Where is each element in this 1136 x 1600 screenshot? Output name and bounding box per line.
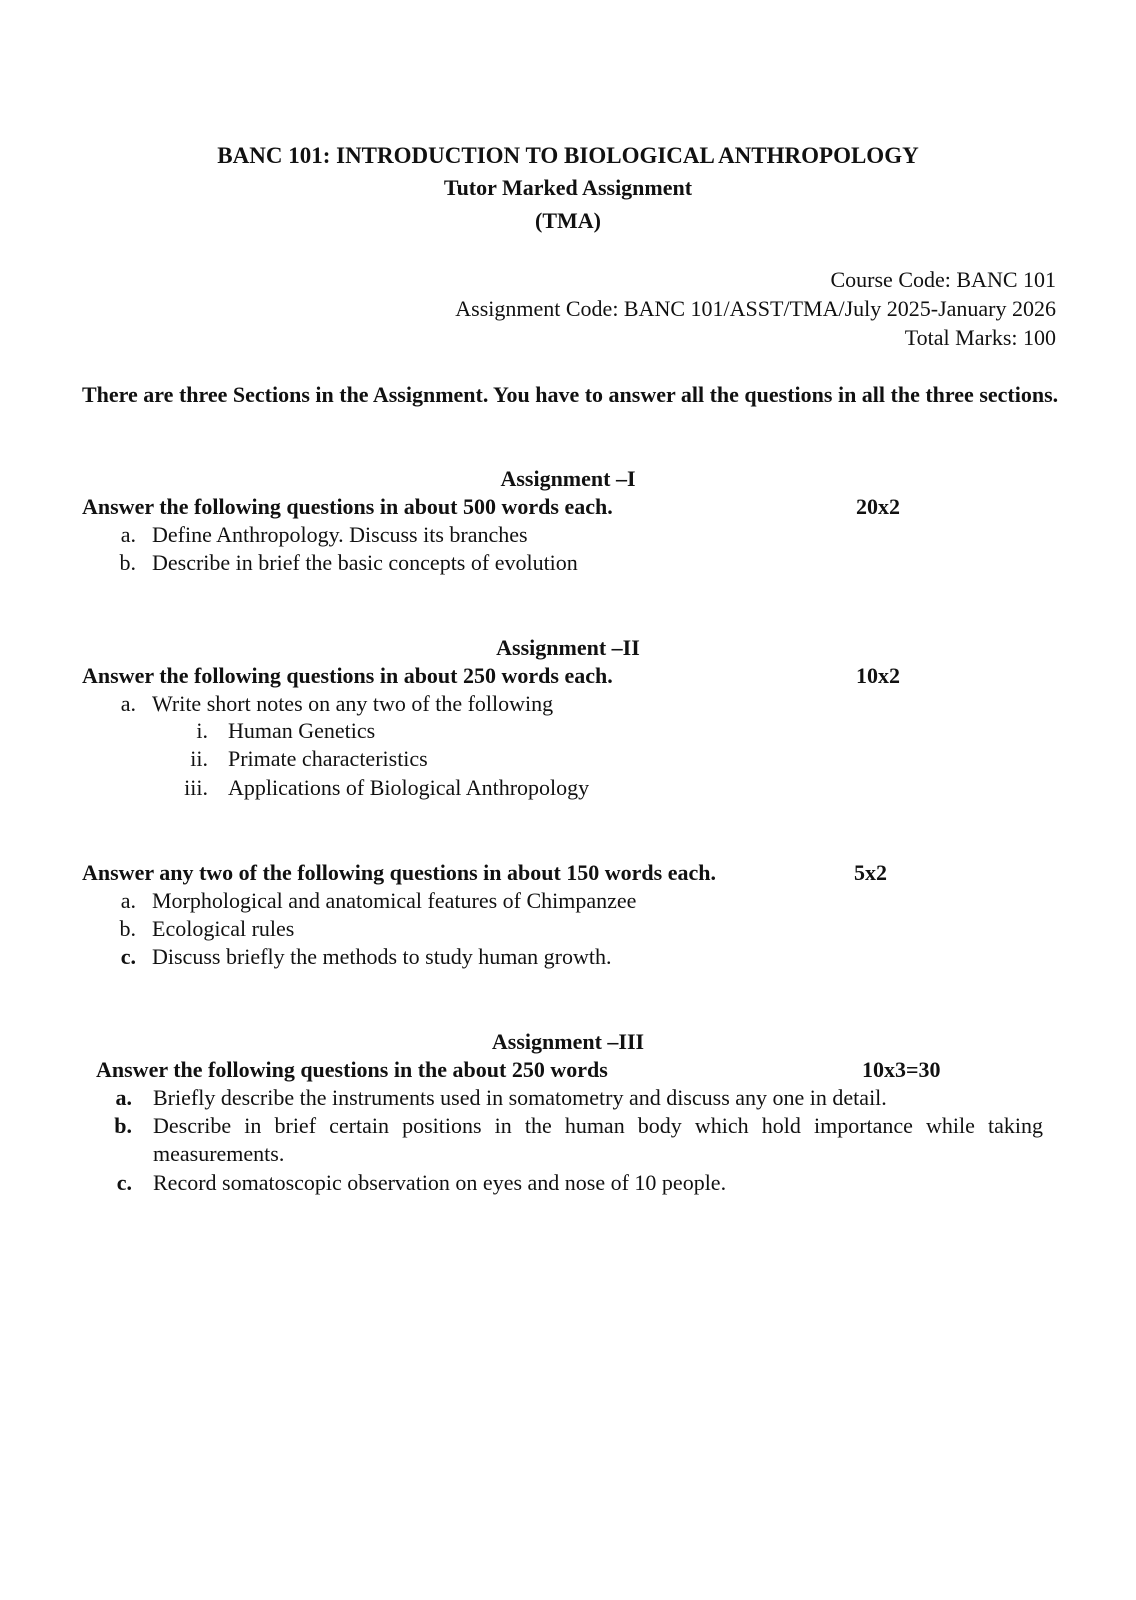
item-label: b. (114, 1113, 132, 1138)
list-item (116, 915, 294, 943)
item-label: i. (196, 718, 208, 743)
item-label: c. (116, 1170, 132, 1195)
list-item (116, 943, 612, 971)
sub-list-item (170, 774, 589, 802)
assignment-2-instruction: Answer the following questions in about 250 words each. (82, 663, 613, 688)
document-subtitle: Tutor Marked Assignment (443, 175, 693, 200)
item-text: Briefly describe the instruments used in somatometry and discuss any one in detail. (153, 1085, 887, 1110)
assignment-2-marks: 10x2 (856, 663, 900, 688)
assignment-1-instruction: Answer the following questions in about 500 words each. (82, 494, 613, 519)
item-text: Write short notes on any two of the following (152, 691, 554, 716)
item-label: a. (120, 522, 136, 547)
item-text: Describe in brief the basic concepts of evolution (152, 550, 578, 575)
item-text: Describe in brief certain positions in the human body which hold importance while taking measurements. (153, 1113, 1043, 1166)
item-text: Applications of Biological Anthropology (228, 775, 590, 800)
item-label: a. (115, 1085, 132, 1110)
item-text: Primate characteristics (228, 746, 428, 771)
item-label: a. (120, 691, 136, 716)
item-text: Define Anthropology. Discuss its branches (152, 522, 528, 547)
item-text: Ecological rules (152, 916, 295, 941)
total-marks: Total Marks: 100 (904, 325, 1056, 350)
item-text: Human Genetics (228, 718, 376, 743)
list-item (116, 549, 578, 577)
list-item (116, 887, 636, 915)
sub-list-item (170, 717, 375, 745)
item-label: ii. (190, 746, 208, 771)
assignment-3-heading: Assignment –III (491, 1029, 645, 1054)
assignment-2-heading: Assignment –II (496, 635, 640, 660)
intro-paragraph: There are three Sections in the Assignment. You have to answer all the questions in all the three sections. (82, 382, 1059, 407)
assignment-3-instruction: Answer the following questions in the about 250 words (96, 1057, 608, 1082)
assignment-2-part2-instruction: Answer any two of the following questions in about 150 words each. (82, 860, 716, 885)
item-label: iii. (184, 775, 208, 800)
item-label: b. (119, 550, 136, 575)
list-item (116, 690, 553, 718)
item-text: Discuss briefly the methods to study human growth. (152, 944, 612, 969)
assignment-code: Assignment Code: BANC 101/ASST/TMA/July 2025-January 2026 (455, 296, 1056, 321)
assignment-2-part2-marks: 5x2 (854, 860, 887, 885)
item-text: Record somatoscopic observation on eyes and nose of 10 people. (153, 1170, 727, 1195)
item-label: a. (120, 888, 136, 913)
assignment-1-marks: 20x2 (856, 494, 900, 519)
item-text: Morphological and anatomical features of Chimpanzee (152, 888, 637, 913)
assignment-1-heading: Assignment –I (500, 466, 636, 491)
document-abbrev: (TMA) (535, 208, 601, 233)
list-item (116, 521, 528, 549)
item-label: b. (119, 916, 136, 941)
assignment-3-marks: 10x3=30 (862, 1057, 941, 1082)
course-code: Course Code: BANC 101 (830, 267, 1056, 292)
item-label: c. (120, 944, 136, 969)
document-title: BANC 101: INTRODUCTION TO BIOLOGICAL ANTHROPOLOGY (217, 143, 919, 168)
sub-list-item (170, 745, 428, 773)
